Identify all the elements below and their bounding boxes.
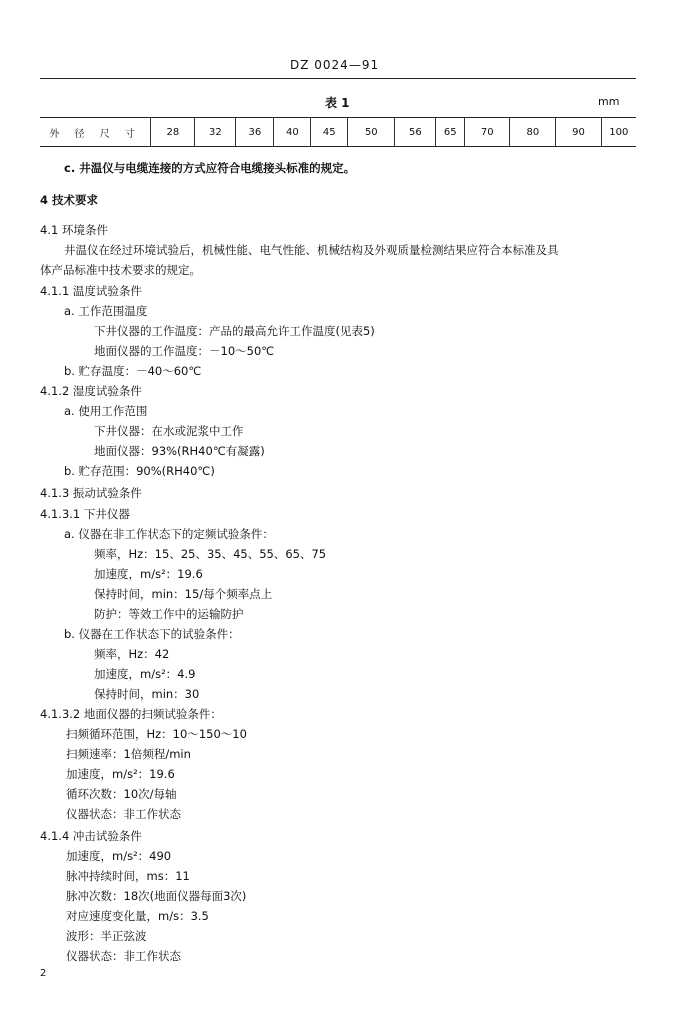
text-line: b. 贮存范围：90%(RH40℃) bbox=[64, 464, 215, 478]
text-line: 体产品标准中技术要求的规定。 bbox=[40, 263, 201, 277]
text-line: 波形：半正弦波 bbox=[66, 929, 147, 943]
text-line: a. 工作范围温度 bbox=[64, 304, 148, 318]
text-line: 仪器状态：非工作状态 bbox=[66, 807, 181, 821]
table-cell: 45 bbox=[311, 118, 348, 146]
text-line: 脉冲次数：18次(地面仪器每面3次) bbox=[66, 889, 247, 903]
text-line: 4.1 环境条件 bbox=[40, 223, 108, 237]
page-number: 2 bbox=[40, 968, 47, 979]
text-line: 4.1.3 振动试验条件 bbox=[40, 486, 142, 500]
table-cell: 70 bbox=[465, 118, 510, 146]
table-cell: 90 bbox=[556, 118, 601, 146]
text-line: 循环次数：10次/每轴 bbox=[66, 787, 177, 801]
text-line: 加速度，m/s²：490 bbox=[66, 849, 172, 863]
text-line: 4.1.1 温度试验条件 bbox=[40, 284, 142, 298]
text-line: 加速度，m/s²：19.6 bbox=[94, 567, 203, 581]
table-cell: 36 bbox=[236, 118, 274, 146]
table-cell: 40 bbox=[274, 118, 311, 146]
text-line: 扫频循环范围，Hz：10～150～10 bbox=[66, 727, 247, 741]
text-line: 4.1.4 冲击试验条件 bbox=[40, 829, 142, 843]
dimension-table bbox=[40, 118, 636, 146]
text-line: 仪器状态：非工作状态 bbox=[66, 949, 181, 963]
text-line: 地面仪器：93%(RH40℃有凝露) bbox=[94, 444, 265, 458]
table-cell: 28 bbox=[151, 118, 195, 146]
text-line: c. 井温仪与电缆连接的方式应符合电缆接头标准的规定。 bbox=[64, 161, 356, 175]
text-line: 4.1.3.2 地面仪器的扫频试验条件： bbox=[40, 707, 222, 721]
table-cell: 65 bbox=[436, 118, 465, 146]
text-line: 井温仪在经过环境试验后，机械性能、电气性能、机械结构及外观质量检测结果应符合本标准及具 bbox=[64, 243, 559, 257]
text-line: 脉冲持续时间，ms：11 bbox=[66, 869, 190, 883]
row-label: 外 径 尺 寸 bbox=[40, 118, 151, 146]
text-line: 保持时间，min：30 bbox=[94, 687, 200, 701]
text-line: 下井仪器：在水或泥浆中工作 bbox=[94, 424, 244, 438]
table-bottom-rule bbox=[40, 146, 636, 147]
document-code: DZ 0024—91 bbox=[290, 58, 380, 72]
table-cell: 80 bbox=[510, 118, 556, 146]
text-line: 扫频速率：1倍频程/min bbox=[66, 747, 191, 761]
table-title: 表 1 bbox=[325, 96, 350, 110]
table-cell: 32 bbox=[195, 118, 236, 146]
table-unit: mm bbox=[598, 95, 620, 108]
text-line: 地面仪器的工作温度：－10～50℃ bbox=[94, 344, 275, 358]
table-cell: 50 bbox=[348, 118, 395, 146]
text-line: b. 贮存温度：－40～60℃ bbox=[64, 364, 202, 378]
text-line: 4.1.3.1 下井仪器 bbox=[40, 507, 130, 521]
text-line: 保持时间，min：15/每个频率点上 bbox=[94, 587, 273, 601]
text-line: b. 仪器在工作状态下的试验条件： bbox=[64, 627, 240, 641]
table-cell: 56 bbox=[395, 118, 436, 146]
text-line: 频率，Hz：42 bbox=[94, 647, 170, 661]
table-row bbox=[40, 118, 636, 146]
text-line: 防护：等效工作中的运输防护 bbox=[94, 607, 244, 621]
text-line: 下井仪器的工作温度：产品的最高允许工作温度(见表5) bbox=[94, 324, 375, 338]
header-rule bbox=[40, 78, 636, 79]
text-line: 加速度，m/s²：4.9 bbox=[94, 667, 196, 681]
table-cell: 100 bbox=[601, 118, 636, 146]
text-line: 4 技术要求 bbox=[40, 193, 99, 207]
text-line: a. 仪器在非工作状态下的定频试验条件： bbox=[64, 527, 274, 541]
text-line: 4.1.2 湿度试验条件 bbox=[40, 384, 142, 398]
text-line: a. 使用工作范围 bbox=[64, 404, 148, 418]
text-line: 对应速度变化量，m/s：3.5 bbox=[66, 909, 209, 923]
text-line: 频率，Hz：15、25、35、45、55、65、75 bbox=[94, 547, 327, 561]
text-line: 加速度，m/s²：19.6 bbox=[66, 767, 175, 781]
